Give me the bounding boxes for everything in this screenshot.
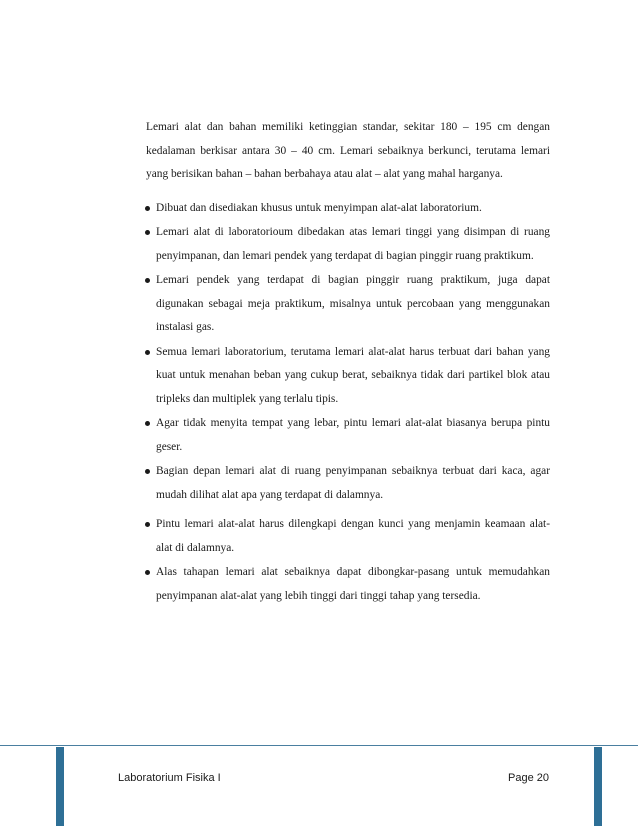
bullet-icon — [145, 278, 150, 283]
list-item-text: Bagian depan lemari alat di ruang penyimpanan sebaiknya terbuat dari kaca, agar mudah dilihat alat apa yang terdapat di dalamnya. — [156, 465, 550, 501]
bullet-list — [146, 197, 550, 609]
bullet-icon — [145, 206, 150, 211]
page-content — [146, 116, 550, 609]
bullet-icon — [145, 230, 150, 235]
footer-left-bar — [56, 747, 64, 826]
list-item-text: Semua lemari laboratorium, terutama lemari alat-alat harus terbuat dari bahan yang kuat untuk menahan beban yang cukup berat, sebaiknya tidak dari partikel blok atau tripleks dan multiplek yang terlalu tipis. — [156, 345, 550, 405]
bullet-icon — [145, 350, 150, 355]
list-item-text: Dibuat dan disediakan khusus untuk menyimpan alat-alat laboratorium. — [156, 201, 482, 214]
bullet-icon — [145, 570, 150, 575]
intro-paragraph: Lemari alat dan bahan memiliki ketinggian standar, sekitar 180 – 195 cm dengan kedalaman berkisar antara 30 – 40 cm. Lemari sebaiknya berkunci, terutama lemari yang berisikan bahan – bahan berbahaya atau alat – alat yang mahal harganya. — [146, 121, 550, 180]
list-item — [146, 341, 550, 412]
list-item — [146, 460, 550, 507]
footer-divider — [0, 745, 638, 746]
list-item — [146, 221, 550, 268]
list-item — [146, 513, 550, 560]
list-item-text: Pintu lemari alat-alat harus dilengkapi dengan kunci yang menjamin keamaan alat-alat di dalamnya. — [156, 518, 550, 554]
list-item-text: Alas tahapan lemari alat sebaiknya dapat dibongkar-pasang untuk memudahkan penyimpanan alat-alat yang lebih tinggi dari tinggi tahap yang tersedia. — [156, 566, 550, 602]
footer-right-bar — [594, 747, 602, 826]
list-item-text: Lemari alat di laboratorioum dibedakan atas lemari tinggi yang disimpan di ruang penyimpanan, dan lemari pendek yang terdapat di bagian pinggir ruang praktikum. — [156, 226, 550, 262]
list-item — [146, 561, 550, 608]
page-number: Page 20 — [508, 772, 549, 784]
list-item — [146, 269, 550, 340]
list-item — [146, 412, 550, 459]
bullet-icon — [145, 522, 150, 527]
bullet-icon — [145, 421, 150, 426]
list-item-text: Agar tidak menyita tempat yang lebar, pintu lemari alat-alat biasanya berupa pintu geser. — [156, 417, 550, 453]
footer-title: Laboratorium Fisika I — [118, 772, 221, 784]
list-item-text: Lemari pendek yang terdapat di bagian pinggir ruang praktikum, juga dapat digunakan sebagai meja praktikum, misalnya untuk percobaan yang menggunakan instalasi gas. — [156, 274, 550, 333]
bullet-icon — [145, 469, 150, 474]
list-item — [146, 197, 550, 221]
